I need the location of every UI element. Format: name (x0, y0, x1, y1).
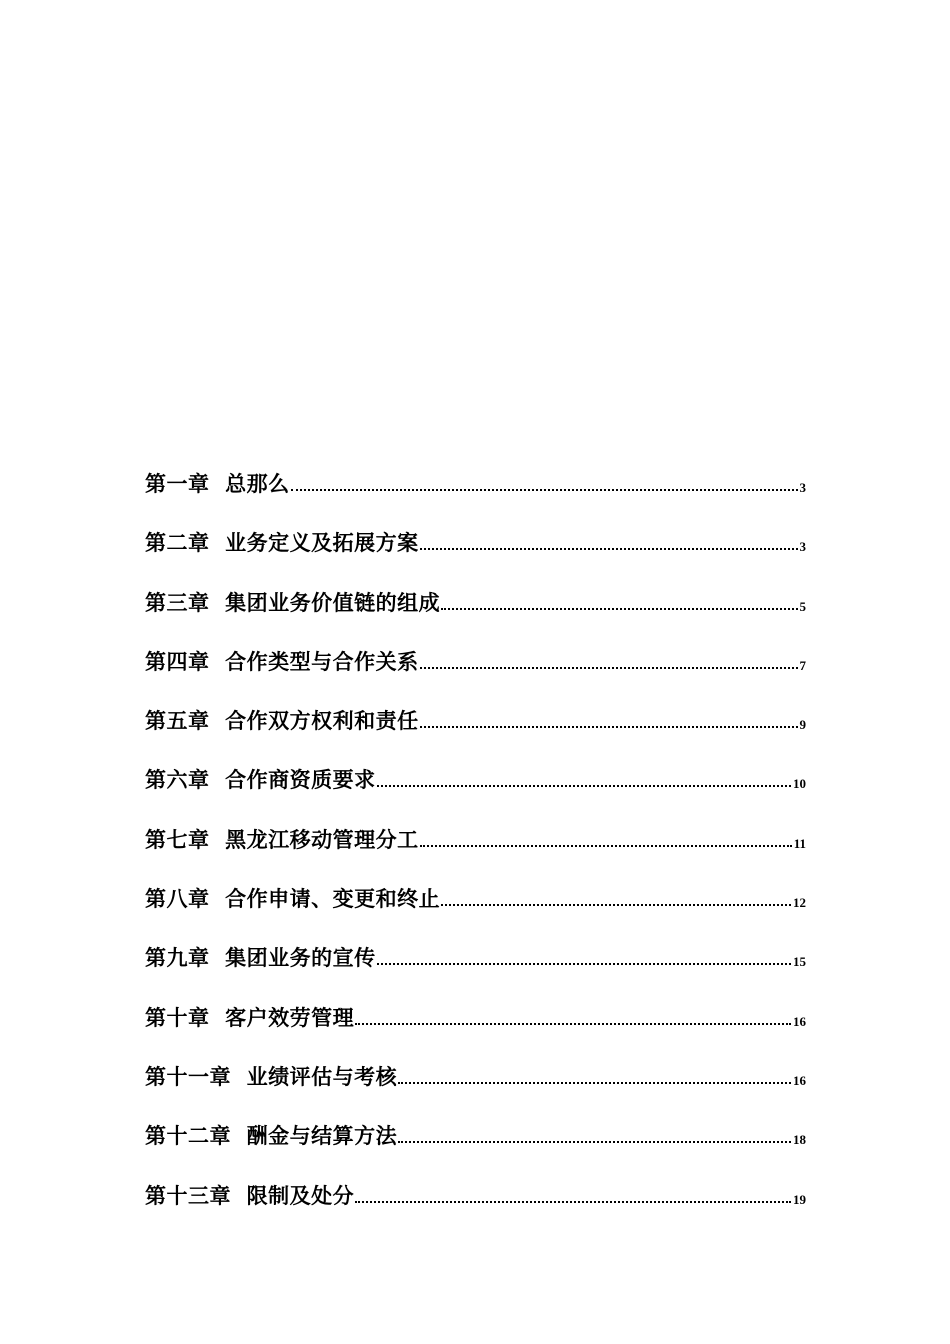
toc-entry[interactable] (145, 970, 806, 1029)
toc-entry-title: 黑龙江移动管理分工 (225, 826, 419, 852)
toc-entry-page: 12 (793, 895, 806, 911)
toc-entry-chapter: 第十三章 (145, 1182, 231, 1208)
toc-entry[interactable] (145, 462, 806, 496)
toc-entry-title: 酬金与结算方法 (246, 1123, 398, 1149)
toc-entry-chapter: 第一章 (145, 471, 210, 496)
toc-entry[interactable] (145, 1030, 806, 1089)
toc-entry-page: 11 (793, 835, 806, 851)
toc-entry-title: 客户效劳管理 (225, 1004, 355, 1030)
toc-entry-chapter: 第六章 (145, 767, 210, 793)
toc-entry-chapter: 第九章 (145, 945, 210, 971)
toc-entry-title: 总那么 (225, 471, 290, 496)
toc-entry-chapter: 第十章 (145, 1004, 210, 1030)
toc-entry[interactable] (145, 792, 806, 851)
toc-entry[interactable] (145, 674, 806, 733)
toc-dot-leader (398, 1141, 791, 1143)
toc-entry-title: 集团业务价值链的组成 (225, 589, 441, 615)
toc-dot-leader (420, 726, 798, 728)
toc-entry-title: 集团业务的宣传 (225, 945, 376, 971)
toc-entry[interactable] (145, 911, 806, 970)
toc-dot-leader (420, 667, 798, 669)
toc-entry-chapter: 第十二章 (145, 1123, 231, 1149)
toc-dot-leader (420, 845, 792, 847)
toc-dot-leader (377, 963, 791, 965)
toc-entry-page: 3 (799, 480, 806, 495)
toc-entry-page: 19 (793, 1191, 806, 1207)
toc-entry-chapter: 第三章 (145, 589, 210, 615)
toc-entry-page: 3 (799, 539, 806, 555)
toc-entry-title: 限制及处分 (246, 1182, 355, 1208)
toc-dot-leader (355, 1201, 791, 1203)
toc-entry-page: 10 (793, 776, 806, 792)
toc-dot-leader (420, 548, 798, 550)
toc-entry-chapter: 第五章 (145, 708, 210, 734)
toc-entry[interactable] (145, 733, 806, 792)
toc-dot-leader (441, 904, 791, 906)
toc-dot-leader (377, 785, 791, 787)
toc-entry-page: 9 (799, 717, 806, 733)
toc-entry-title: 业绩评估与考核 (246, 1063, 398, 1089)
toc-entry-chapter: 第十一章 (145, 1063, 231, 1089)
toc-entry-page: 18 (793, 1132, 806, 1148)
table-of-contents (145, 462, 806, 1208)
toc-entry-chapter: 第二章 (145, 530, 210, 556)
toc-entry-chapter: 第八章 (145, 886, 210, 912)
toc-entry-title: 业务定义及拓展方案 (225, 530, 419, 556)
toc-dot-leader (441, 608, 797, 610)
toc-entry-title: 合作申请、变更和终止 (225, 886, 441, 912)
toc-entry-title: 合作商资质要求 (225, 767, 376, 793)
toc-entry[interactable] (145, 496, 806, 555)
toc-dot-leader (398, 1082, 791, 1084)
toc-entry-page: 16 (793, 1072, 806, 1088)
toc-entry-page: 15 (793, 954, 806, 970)
toc-entry-page: 16 (793, 1013, 806, 1029)
toc-entry[interactable] (145, 1089, 806, 1148)
toc-entry[interactable] (145, 1148, 806, 1207)
toc-entry[interactable] (145, 555, 806, 614)
toc-entry-title: 合作双方权利和责任 (225, 708, 419, 734)
toc-entry-title: 合作类型与合作关系 (225, 648, 419, 674)
toc-entry-chapter: 第四章 (145, 648, 210, 674)
toc-entry-page: 5 (799, 598, 806, 614)
toc-entry-page: 7 (799, 657, 806, 673)
toc-entry-chapter: 第七章 (145, 826, 210, 852)
toc-dot-leader (291, 489, 798, 491)
toc-dot-leader (355, 1023, 791, 1025)
toc-entry[interactable] (145, 615, 806, 674)
toc-entry[interactable] (145, 852, 806, 911)
